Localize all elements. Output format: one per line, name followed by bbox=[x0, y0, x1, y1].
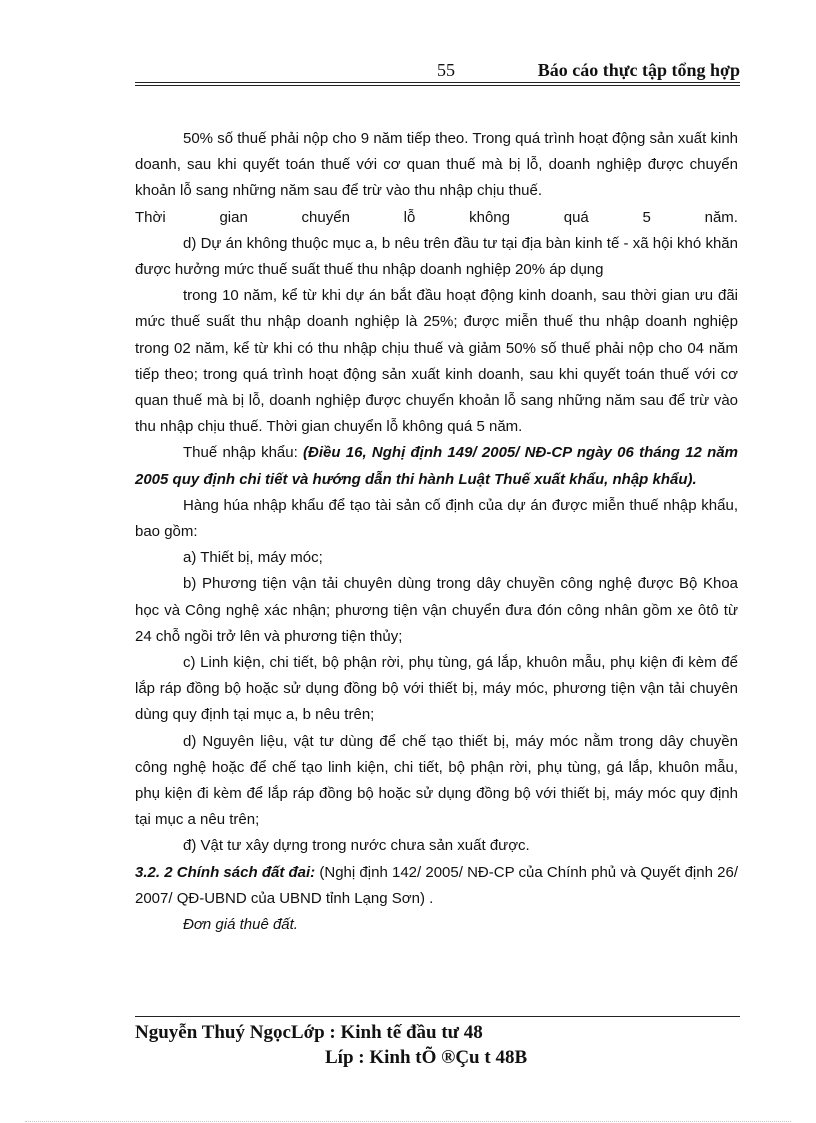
paragraph-item-d-project: d) Dự án không thuộc mục a, b nêu trên đầu tư tại địa bàn kinh tế - xã hội khó khăn được hưởng mức thuế suất thuế thu nhập doanh nghiệp 20% áp dụng bbox=[135, 234, 738, 279]
list-item-a: a) Thiết bị, máy móc; bbox=[183, 549, 323, 567]
section-text: (Nghị định 142/ 2005/ NĐ-CP của Chính phủ và Quyết định 26/ 2007/ QĐ-UBND của UBND tỉnh Lạng Sơn) . bbox=[135, 863, 739, 907]
word: lỗ bbox=[403, 208, 416, 226]
import-tax-label: Thuế nhập khẩu: bbox=[183, 444, 304, 462]
header-rule-top bbox=[135, 82, 740, 83]
import-tax-reference: (Điều 16, Nghị định 149/ 2005/ NĐ-CP ngày 06 tháng 12 năm 2005 quy định chi tiết và hướng dẫn thi hành Luật Thuế xuất khẩu, nhập khẩu). bbox=[135, 444, 738, 488]
land-rent-subheading: Đơn giá thuê đất. bbox=[183, 916, 298, 934]
list-item-d: d) Nguyên liệu, vật tư dùng để chế tạo thiết bị, máy móc nằm trong dây chuyền công nghệ hoặc để chế tạo linh kiện, chi tiết, bộ phận rời, phụ tùng, gá lắp, khuôn mẫu, phụ kiện đi kèm để lắp ráp đồng bộ hoặc sử dụng đồng bộ với thiết bị, máy móc quy định tại mục a nêu trên; bbox=[135, 732, 738, 829]
header-rule-bottom bbox=[135, 85, 740, 86]
page-number: 55 bbox=[437, 60, 455, 80]
page-body bbox=[135, 126, 738, 938]
paragraph-imported-goods: Hàng húa nhập khẩu để tạo tài sản cố định của dự án được miễn thuế nhập khẩu, bao gồm: bbox=[135, 496, 738, 541]
word: gian bbox=[219, 208, 248, 226]
word: 5 bbox=[642, 208, 651, 226]
word: Thời bbox=[135, 208, 166, 226]
paragraph-import-tax bbox=[135, 440, 738, 492]
list-item-b: b) Phương tiện vận tải chuyên dùng trong dây chuyền công nghệ được Bộ Khoa học và Công nghệ xác nhận; phương tiện vận chuyển đưa đón công nhân gồm xe ôtô từ 24 chỗ ngồi trở lên và phương tiện thủy; bbox=[135, 575, 738, 645]
page-edge-divider bbox=[25, 1121, 791, 1122]
paragraph-justified-line bbox=[135, 205, 738, 231]
section-land-policy bbox=[135, 860, 738, 912]
word: không bbox=[469, 208, 510, 226]
word: năm. bbox=[704, 208, 738, 226]
footer-class-line: Líp : Kinh tÕ ®Çu t 48B bbox=[325, 1047, 528, 1068]
section-heading: 3.2. 2 Chính sách đất đai: bbox=[135, 863, 316, 881]
footer-author-line: Nguyễn Thuý NgọcLớp : Kinh tế đầu tư 48 bbox=[135, 1022, 483, 1043]
paragraph-tax-incentive: trong 10 năm, kể từ khi dự án bắt đầu hoạt động kinh doanh, sau thời gian ưu đãi mức thuế suất thu nhập doanh nghiệp là 25%; được miễn thuế thu nhập doanh nghiệp trong 02 năm, kể từ khi có thu nhập chịu thuế và giảm 50% số thuế phải nộp cho 04 năm tiếp theo; trong quá trình hoạt động sản xuất kinh doanh, sau khi quyết toán thuế với cơ quan thuế mà bị lỗ, doanh nghiệp được chuyển khoản lỗ sang những năm sau để trừ vào thu nhập chịu thuế. Thời gian chuyển lỗ không quá 5 năm. bbox=[135, 287, 738, 436]
document-title: Báo cáo thực tập tổng hợp bbox=[537, 60, 740, 80]
footer-rule bbox=[135, 1016, 740, 1017]
paragraph-tax-continuation: 50% số thuế phải nộp cho 9 năm tiếp theo. Trong quá trình hoạt động sản xuất kinh doanh, sau khi quyết toán thuế với cơ quan thuế mà bị lỗ, doanh nghiệp được chuyển khoản lỗ sang những năm sau để trừ vào thu nhập chịu thuế. bbox=[135, 130, 738, 200]
word: chuyển bbox=[301, 208, 350, 226]
word: quá bbox=[563, 208, 589, 226]
list-item-c: c) Linh kiện, chi tiết, bộ phận rời, phụ tùng, gá lắp, khuôn mẫu, phụ kiện đi kèm để lắp ráp đồng bộ hoặc sử dụng đồng bộ với thiết bị, máy móc, phương tiện vận tải chuyên dùng quy định tại mục a, b nêu trên; bbox=[135, 654, 738, 724]
page-header bbox=[135, 58, 740, 80]
list-item-dd: đ) Vật tư xây dựng trong nước chưa sản xuất được. bbox=[183, 837, 530, 855]
